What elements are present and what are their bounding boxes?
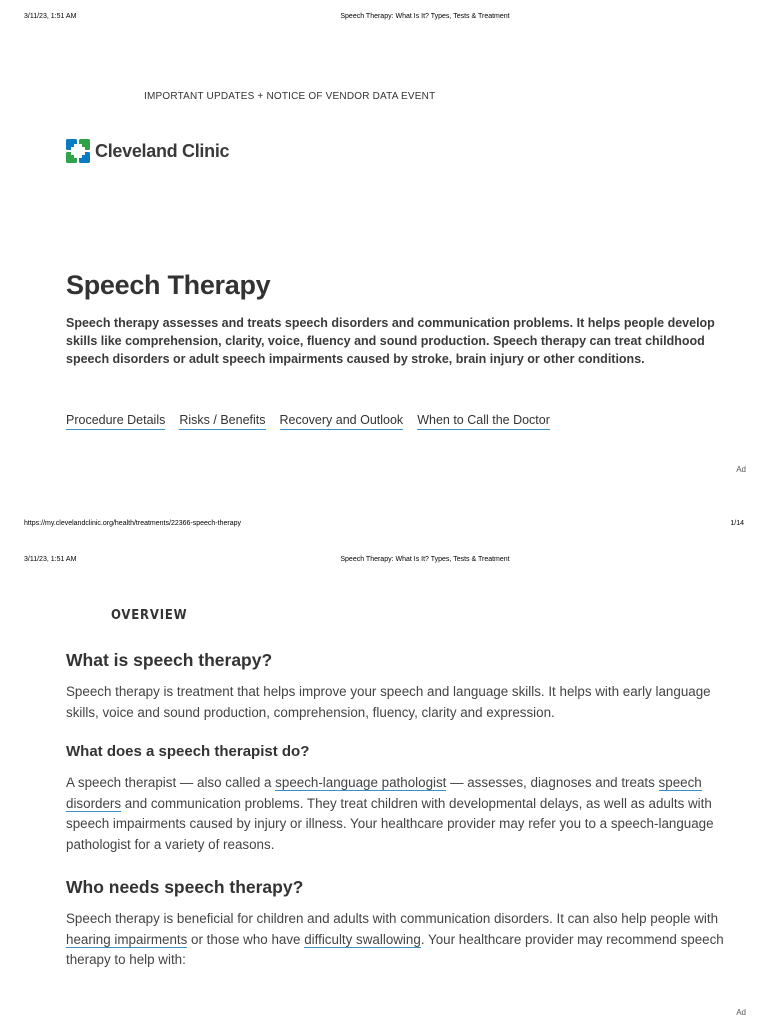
text-span: and communication problems. They treat children with developmental delays, as well as adults with speech impairments caused by injury or illness. Your healthcare provider may refer you to a speech-language pathologist for a variety of reasons. xyxy=(66,795,714,852)
cleveland-clinic-cross-icon xyxy=(66,139,90,163)
ad-label: Ad xyxy=(736,465,746,474)
text-span: . Your healthcare provider may recommend speech therapy to help with: xyxy=(66,931,724,967)
section-nav xyxy=(66,413,564,430)
print-date: 3/11/23, 1:51 AM xyxy=(24,556,77,563)
ad-label-bottom: Ad xyxy=(736,1008,746,1017)
who-needs-text xyxy=(66,909,742,971)
print-footer xyxy=(0,520,768,534)
logo-text: Cleveland Clinic xyxy=(95,140,230,161)
text-span: Speech therapy is beneficial for children and adults with communication disorders. It can also help people with xyxy=(66,911,719,926)
print-page-title: Speech Therapy: What Is It? Types, Tests & Treatment xyxy=(340,13,510,20)
nav-recovery-outlook[interactable]: Recovery and Outlook xyxy=(280,413,404,430)
nav-procedure-details[interactable]: Procedure Details xyxy=(66,413,165,430)
link-difficulty-swallowing[interactable]: difficulty swallowing xyxy=(304,931,421,947)
print-header xyxy=(0,13,768,27)
page-summary: Speech therapy assesses and treats speech disorders and communication problems. It helps people develop skills like comprehension, clarity, voice, fluency and sound production. Speech therapy can treat childhood speech disorders or adult speech impairments caused by stroke, brain injury or other conditions. xyxy=(66,316,715,366)
print-header-second xyxy=(0,556,768,570)
nav-risks-benefits[interactable]: Risks / Benefits xyxy=(179,413,265,430)
text-span: or those who have xyxy=(187,931,305,947)
link-speech-disorders[interactable]: speech disorders xyxy=(66,775,702,811)
heading-who-needs: Who needs speech therapy? xyxy=(66,877,304,897)
overview-label: OVERVIEW xyxy=(111,608,188,623)
cleveland-clinic-logo[interactable] xyxy=(66,138,229,164)
print-url: https://my.clevelandclinic.org/health/treatments/22366-speech-therapy xyxy=(24,520,241,527)
what-is-text: Speech therapy is treatment that helps improve your speech and language skills. It helps with early language skills, voice and sound production, comprehension, fluency, clarity and expression. xyxy=(66,684,711,720)
page-title: Speech Therapy xyxy=(66,270,271,300)
link-hearing-impairments[interactable]: hearing impairments xyxy=(66,931,188,947)
nav-when-to-call[interactable]: When to Call the Doctor xyxy=(417,413,550,430)
vendor-notice-link[interactable]: IMPORTANT UPDATES + NOTICE OF VENDOR DATA EVENT xyxy=(144,91,436,102)
heading-what-does: What does a speech therapist do? xyxy=(66,743,310,760)
print-date: 3/11/23, 1:51 AM xyxy=(24,13,77,20)
what-does-text xyxy=(66,773,742,855)
text-span: — assesses, diagnoses and treats xyxy=(446,775,659,790)
heading-what-is: What is speech therapy? xyxy=(66,650,273,670)
print-page-title: Speech Therapy: What Is It? Types, Tests & Treatment xyxy=(340,556,510,563)
link-speech-language-pathologist[interactable]: speech-language pathologist xyxy=(275,775,447,790)
print-page-number: 1/14 xyxy=(730,520,744,527)
text-span: A speech therapist — also called a xyxy=(66,775,276,790)
